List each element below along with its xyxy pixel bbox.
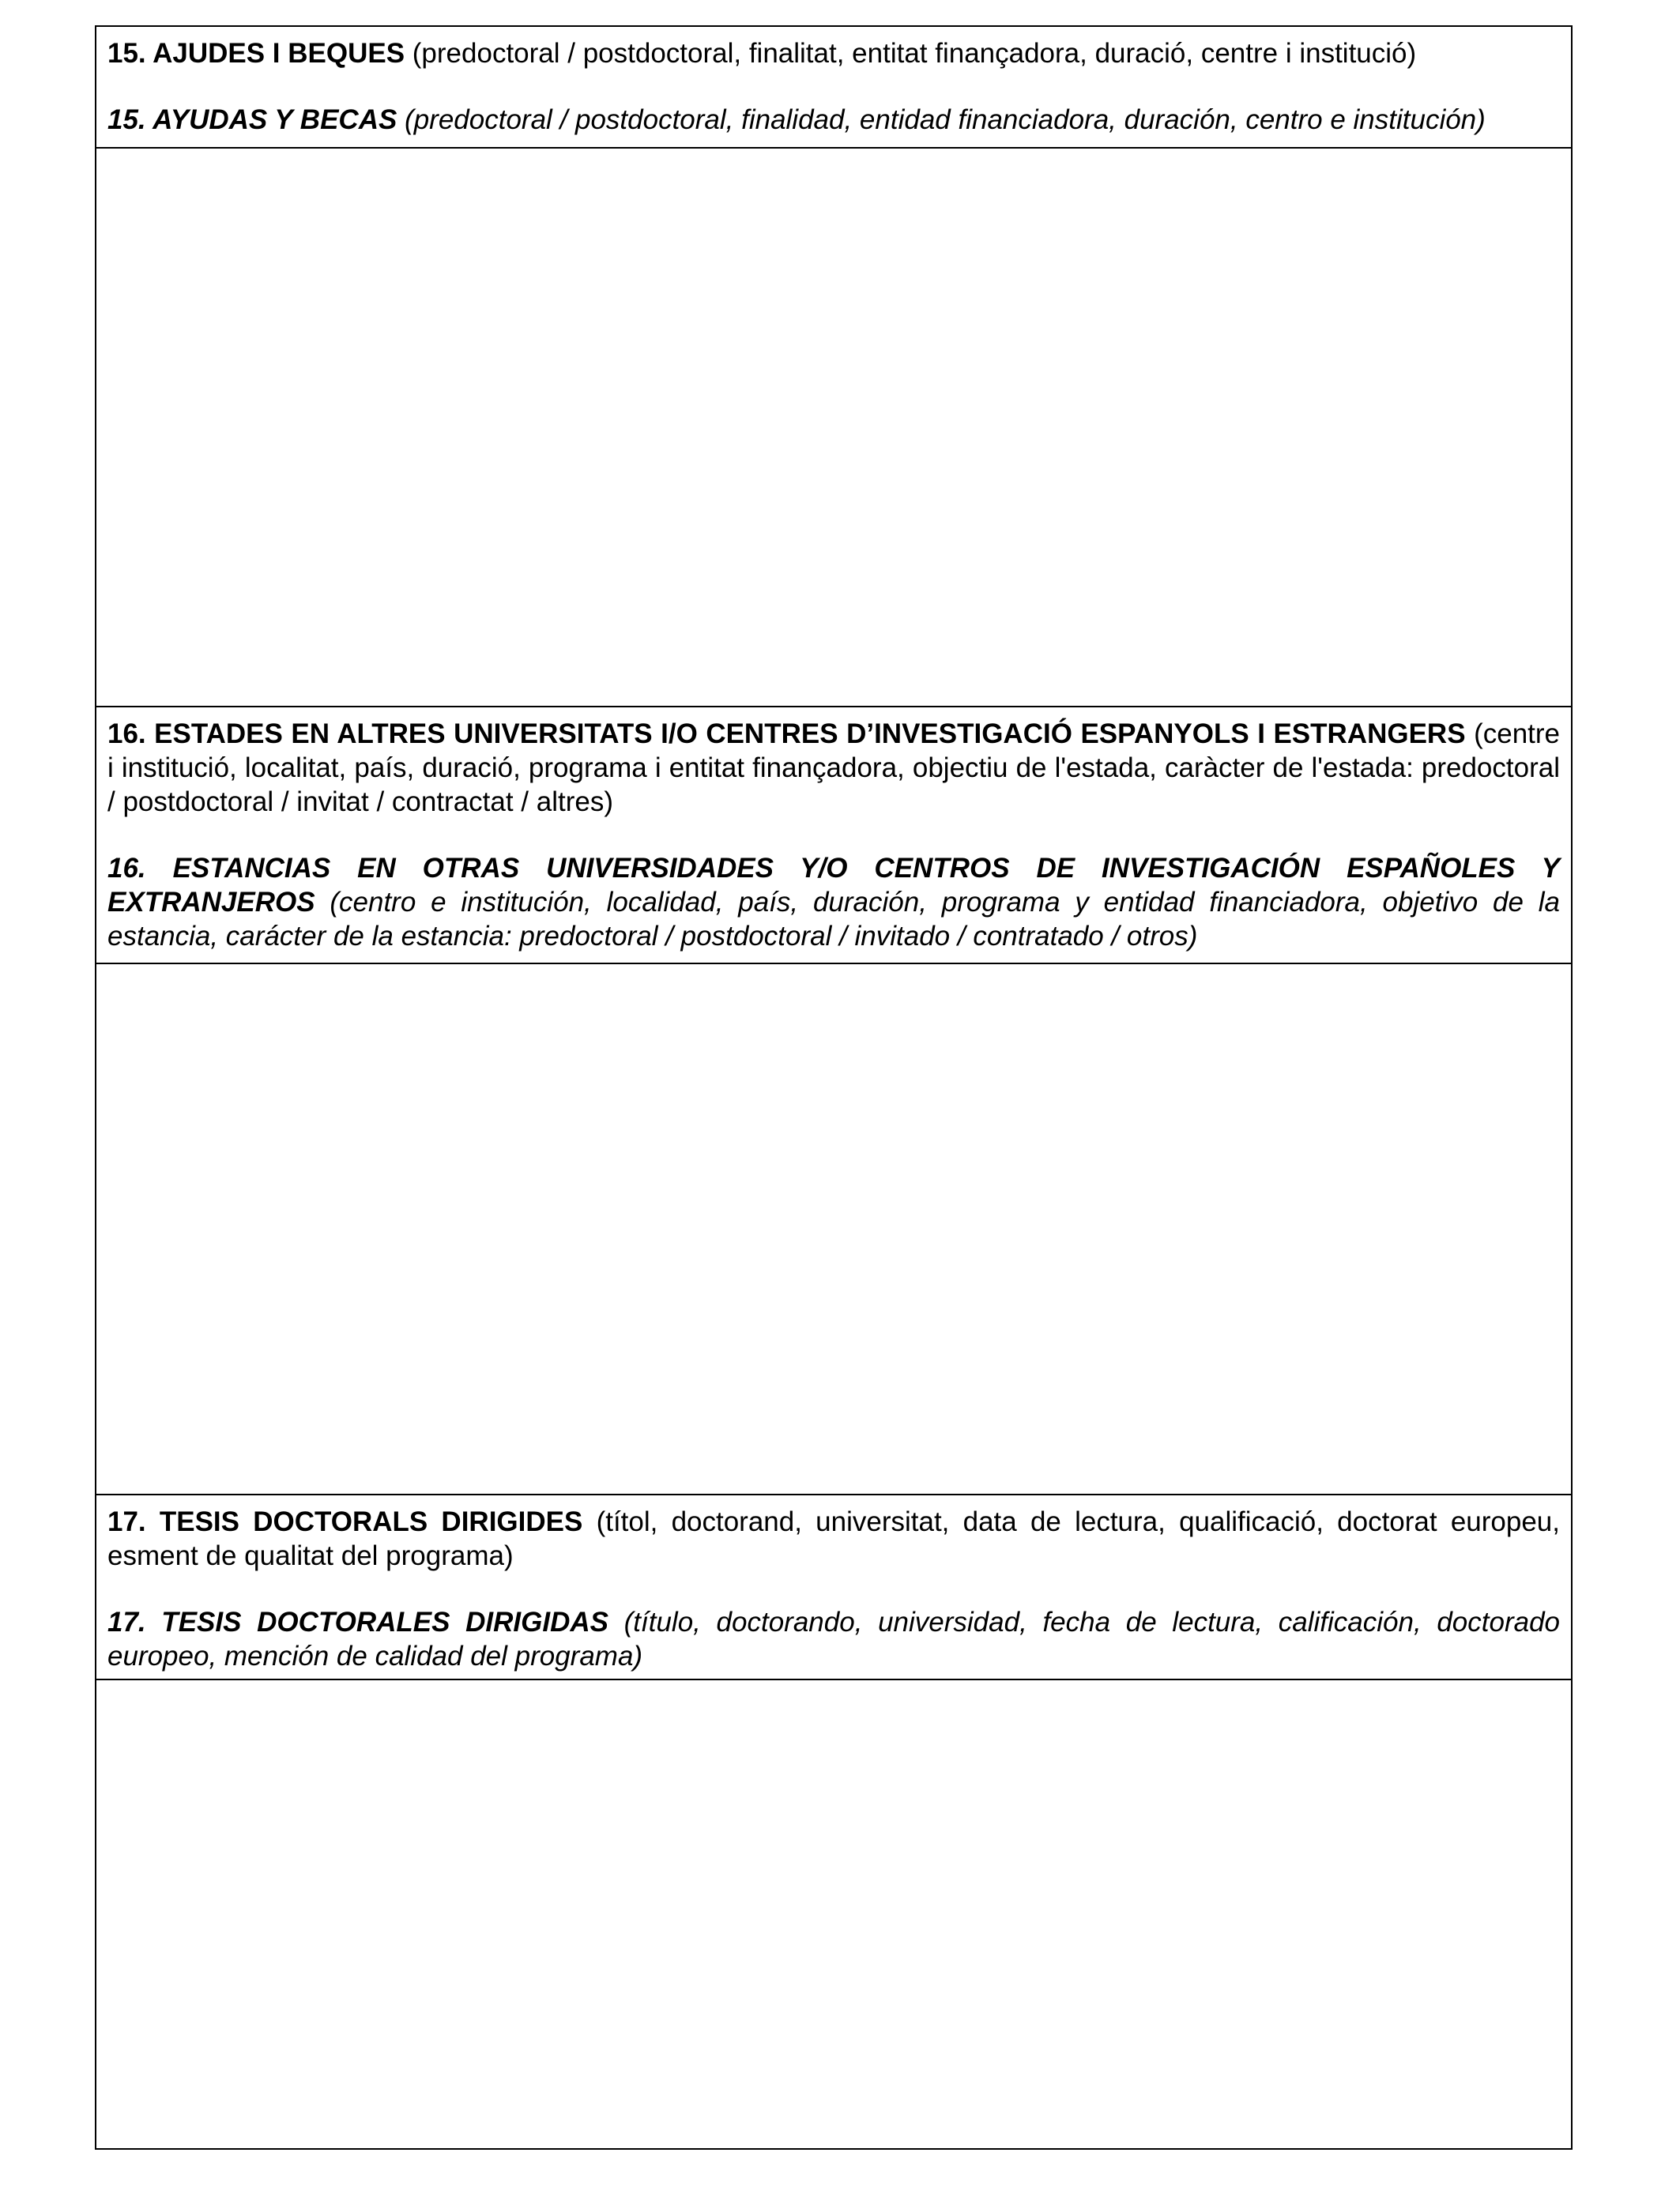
section-15-catalan xyxy=(107,36,1560,70)
section-15-spanish-title: 15. AYUDAS Y BECAS xyxy=(107,104,397,135)
section-16-spanish-description: (centro e institución, localidad, país, duración, programa y entidad financiadora, objetivo de la estancia, carácter de la estancia: predoctoral / postdoctoral / invitado / contratado / otros) xyxy=(107,887,1560,952)
section-17-answer-field[interactable] xyxy=(96,1679,1571,2148)
section-16-catalan xyxy=(107,717,1560,819)
section-17-catalan-description: (títol, doctorand, universitat, data de lectura, qualificació, doctorat europeu, esment de qualitat del programa) xyxy=(107,1506,1560,1571)
section-16-catalan-title: 16. ESTADES EN ALTRES UNIVERSITATS I/O CENTRES D’INVESTIGACIÓ ESPANYOLS I ESTRANGERS xyxy=(107,718,1466,749)
section-15-answer-field[interactable] xyxy=(96,147,1571,706)
section-15-catalan-title: 15. AJUDES I BEQUES xyxy=(107,38,405,69)
section-15-catalan-description: (predoctoral / postdoctoral, finalitat, entitat finançadora, duració, centre i institució) xyxy=(405,38,1417,69)
form-table xyxy=(95,25,1573,2150)
section-17-spanish-description: (título, doctorando, universidad, fecha de lectura, calificación, doctorado europeo, mención de calidad del programa) xyxy=(107,1607,1560,1672)
section-16-header xyxy=(96,706,1571,963)
section-17-spanish xyxy=(107,1605,1560,1673)
section-17-header xyxy=(96,1494,1571,1679)
section-17-catalan xyxy=(107,1505,1560,1573)
section-16-spanish-title: 16. ESTANCIAS EN OTRAS UNIVERSIDADES Y/O CENTROS DE INVESTIGACIÓN ESPAÑOLES Y EXTRANJEROS xyxy=(107,853,1560,918)
section-17-catalan-title: 17. TESIS DOCTORALS DIRIGIDES xyxy=(107,1506,583,1537)
section-16-spanish xyxy=(107,851,1560,953)
section-15-spanish-description: (predoctoral / postdoctoral, finalidad, entidad financiadora, duración, centro e institución) xyxy=(397,104,1486,135)
section-16-catalan-description: (centre i institució, localitat, país, duració, programa i entitat finançadora, objectiu de l'estada, caràcter de l'estada: predoctoral / postdoctoral / invitat / contractat / altres) xyxy=(107,718,1561,817)
section-15-spanish xyxy=(107,103,1560,137)
section-17-spanish-title: 17. TESIS DOCTORALES DIRIGIDAS xyxy=(107,1607,608,1638)
section-16-answer-field[interactable] xyxy=(96,963,1571,1494)
section-15-header xyxy=(96,27,1571,147)
